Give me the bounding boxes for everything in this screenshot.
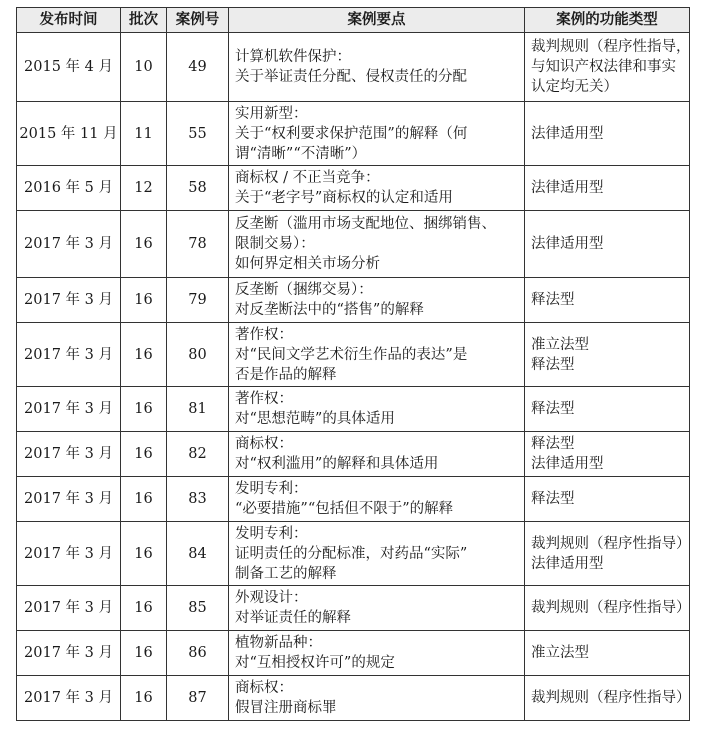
type-cell [525,102,690,166]
points-line: 发明专利： [235,525,308,542]
points-line: 对“思想范畴”的具体适用 [235,411,395,427]
table-row [17,33,690,102]
type-line: 法律适用型 [531,456,604,472]
case-no-cell: 85 [167,586,229,631]
points-line: 外观设计： [235,590,308,606]
points-cell [229,631,525,676]
batch-cell: 11 [121,102,167,166]
table-row [17,387,690,432]
batch-cell: 10 [121,33,167,102]
type-cell [525,33,690,102]
points-line: 反垄断（捆绑交易）： [235,282,373,298]
points-line: 计算机软件保护： [235,49,351,65]
points-line: 商标权 / 不正当竞争： [235,170,380,186]
table-row [17,631,690,676]
points-line: 反垄断（滥用市场支配地位、捆绑销售、 [235,216,496,232]
points-cell [229,211,525,278]
batch-cell: 16 [121,278,167,323]
points-cell [229,586,525,631]
points-line: 实用新型： [235,105,308,122]
points-cell [229,33,525,102]
type-cell [525,278,690,323]
date-cell: 2017 年 3 月 [17,631,121,676]
type-line: 释法型 [531,401,575,417]
points-line: 关于举证责任分配、侵权责任的分配 [235,69,467,85]
table-row [17,477,690,522]
points-line: 限制交易）： [235,236,315,252]
type-cell [525,432,690,477]
points-cell [229,166,525,211]
cases-table [16,7,690,721]
type-cell [525,211,690,278]
date-cell: 2017 年 3 月 [17,387,121,432]
case-no-cell: 82 [167,432,229,477]
date-cell: 2016 年 5 月 [17,166,121,211]
type-line: 法律适用型 [531,236,604,252]
date-cell: 2017 年 3 月 [17,323,121,387]
points-line: 商标权： [235,680,293,696]
points-line: 如何界定相关市场分析 [235,256,380,272]
batch-cell: 16 [121,211,167,278]
case-no-cell: 87 [167,676,229,721]
points-line: “必要措施”“包括但不限于”的解释 [235,501,454,517]
points-line: 证明责任的分配标准，对药品“实际” [235,545,468,562]
points-line: 对反垄断法中的“搭售”的解释 [235,302,424,318]
date-cell: 2017 年 3 月 [17,586,121,631]
type-line: 裁判规则（程序性指导） [531,600,691,616]
points-line: 对“互相授权许可”的规定 [235,655,395,671]
points-line: 谓“清晰”“不清晰”） [235,145,367,162]
header-date: 发布时间 [17,8,121,33]
points-cell [229,278,525,323]
header-type: 案例的功能类型 [525,8,690,33]
table-row [17,522,690,586]
points-line: 关于“权利要求保护范围”的解释（何 [235,125,468,142]
date-cell: 2017 年 3 月 [17,211,121,278]
date-cell: 2017 年 3 月 [17,432,121,477]
points-cell [229,477,525,522]
type-line: 与知识产权法律和事实 [531,59,676,75]
type-cell [525,522,690,586]
batch-cell: 16 [121,631,167,676]
points-line: 否是作品的解释 [235,366,337,383]
points-line: 植物新品种： [235,635,322,651]
points-line: 制备工艺的解释 [235,565,337,582]
points-cell [229,432,525,477]
case-no-cell: 80 [167,323,229,387]
table-header-row [17,8,690,33]
table-row [17,211,690,278]
type-cell [525,631,690,676]
date-cell: 2017 年 3 月 [17,278,121,323]
case-no-cell: 58 [167,166,229,211]
batch-cell: 16 [121,522,167,586]
date-cell: 2017 年 3 月 [17,676,121,721]
header-points: 案例要点 [229,8,525,33]
table-body [17,33,690,721]
date-cell: 2015 年 4 月 [17,33,121,102]
header-batch: 批次 [121,8,167,33]
type-line: 准立法型 [531,336,589,353]
points-line: 著作权： [235,326,293,343]
table-row [17,432,690,477]
type-cell [525,586,690,631]
type-cell [525,323,690,387]
type-line: 释法型 [531,491,575,507]
date-cell: 2017 年 3 月 [17,477,121,522]
type-cell [525,387,690,432]
type-line: 释法型 [531,436,575,452]
points-line: 假冒注册商标罪 [235,700,337,716]
points-line: 关于“老字号”商标权的认定和适用 [235,190,453,206]
points-line: 对“民间文学艺术衍生作品的表达”是 [235,346,468,363]
points-line: 商标权： [235,436,293,452]
type-cell [525,166,690,211]
case-no-cell: 84 [167,522,229,586]
case-no-cell: 86 [167,631,229,676]
case-no-cell: 78 [167,211,229,278]
type-line: 释法型 [531,356,575,373]
case-no-cell: 49 [167,33,229,102]
type-line: 裁判规则（程序性指导） [531,535,691,552]
type-line: 释法型 [531,292,575,308]
table-row [17,676,690,721]
batch-cell: 16 [121,323,167,387]
type-line: 认定均无关） [531,79,618,95]
batch-cell: 16 [121,387,167,432]
type-line: 准立法型 [531,645,589,661]
type-line: 法律适用型 [531,125,604,142]
table-row [17,278,690,323]
date-cell: 2015 年 11 月 [17,102,121,166]
points-cell [229,102,525,166]
points-line: 对“权利滥用”的解释和具体适用 [235,456,439,472]
type-line: 法律适用型 [531,555,604,572]
type-line: 法律适用型 [531,180,604,196]
points-cell [229,522,525,586]
type-line: 裁判规则（程序性指导） [531,690,691,706]
batch-cell: 16 [121,676,167,721]
case-no-cell: 81 [167,387,229,432]
points-line: 发明专利： [235,481,308,497]
type-cell [525,676,690,721]
table-row [17,323,690,387]
case-no-cell: 55 [167,102,229,166]
batch-cell: 16 [121,586,167,631]
batch-cell: 16 [121,477,167,522]
case-no-cell: 79 [167,278,229,323]
table-row [17,166,690,211]
points-cell [229,387,525,432]
points-cell [229,676,525,721]
case-no-cell: 83 [167,477,229,522]
type-cell [525,477,690,522]
points-line: 对举证责任的解释 [235,610,351,626]
type-line: 裁判规则（程序性指导， [531,39,691,55]
table-row [17,102,690,166]
batch-cell: 12 [121,166,167,211]
header-case-no: 案例号 [167,8,229,33]
date-cell: 2017 年 3 月 [17,522,121,586]
batch-cell: 16 [121,432,167,477]
table-row [17,586,690,631]
points-cell [229,323,525,387]
points-line: 著作权： [235,391,293,407]
